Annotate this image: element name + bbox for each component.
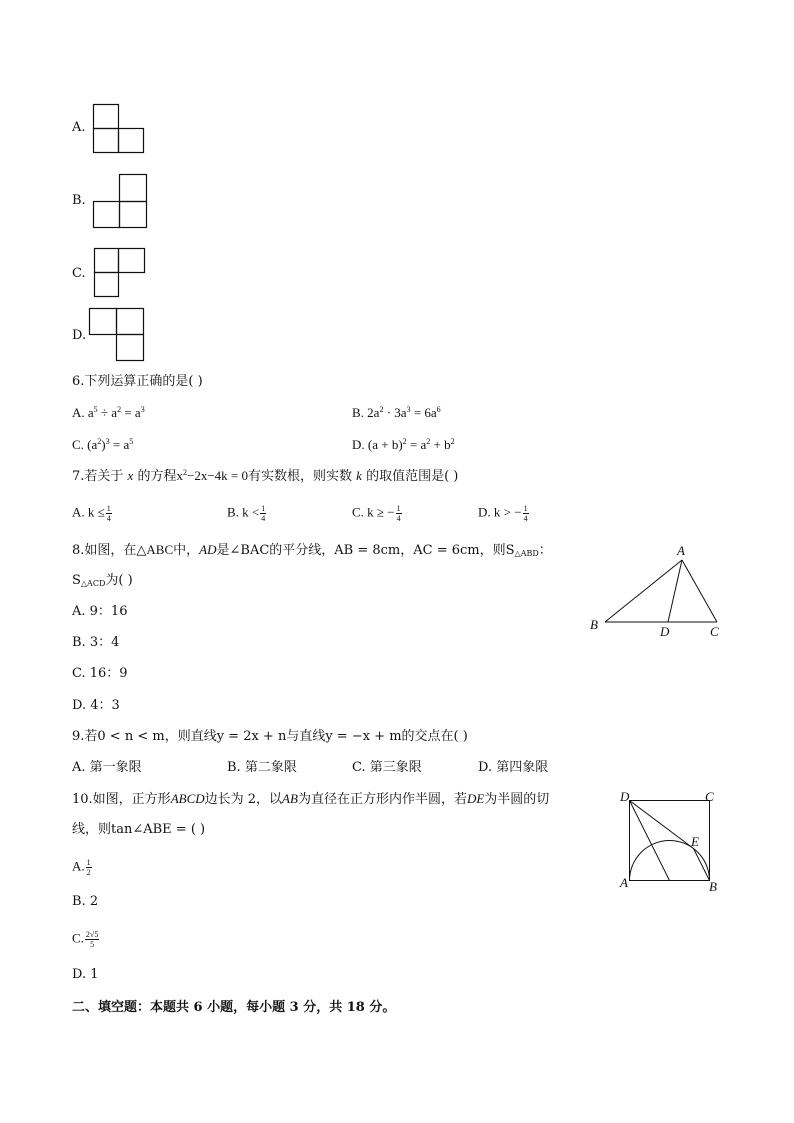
q7-stem: 7.若关于 x 的方程$x^2-2x-4k = 0$有实数根，则实数 k 的取值范围是( ) xyxy=(72,468,459,484)
q10-stem-line1: 10.如图，正方形ABCD边长为 2，以AB为直径在正方形内作半圆，若DE为半圆的切 xyxy=(72,791,550,807)
q8-label-a: A xyxy=(677,543,685,558)
q5-option-b-label: B. xyxy=(72,193,86,208)
q10-option-a: A. $\frac{1}{2}$ xyxy=(72,858,91,877)
q5-option-d-label: D. xyxy=(72,328,87,343)
q10-label-e: E xyxy=(691,834,699,849)
q8-option-d: D. 4：3 xyxy=(72,698,120,713)
q10-label-b: B xyxy=(709,879,717,894)
q8-option-b: B. 3：4 xyxy=(72,635,120,650)
q6-option-d: D. $(a + b)^2 = a^2 + b^2$ xyxy=(352,437,455,452)
q10-option-b: B. 2 xyxy=(72,894,99,909)
q10-stem-line2: 线，则tan∠ABE = ( ) xyxy=(72,822,206,837)
q7-option-b: B. k < $\frac{1}{4}$ xyxy=(227,504,266,523)
q9-stem: 9.若0 < n < m，则直线y = 2x + n与直线y = −x + m的交点在( ) xyxy=(72,729,468,744)
q8-stem-line2: $S_{\triangle ACD}$为( ) xyxy=(72,573,133,588)
q10-label-a: A xyxy=(620,875,628,890)
q5-option-b-figure xyxy=(92,173,148,229)
q8-label-d: D xyxy=(660,624,670,639)
q8-stem-line1: 8.如图，在△ABC中，AD是∠BAC的平分线，AB = 8cm，AC = 6cm，则$S_{\triangle ABD}$： xyxy=(72,542,552,558)
q5-option-c-label: C. xyxy=(72,266,86,281)
section-2-heading: 二、填空题：本题共 6 小题，每小题 3 分，共 18 分。 xyxy=(72,1000,396,1015)
q5-option-a-label: A. xyxy=(72,120,86,135)
q7-option-d: D. k > − $\frac{1}{4}$ xyxy=(478,504,528,523)
q6-option-a: A. $a^5 \div a^2 = a^3$ xyxy=(72,405,145,420)
q9-option-b: B. 第二象限 xyxy=(227,760,297,775)
q5-option-a-figure xyxy=(92,103,146,155)
q5-option-d-figure xyxy=(88,307,146,363)
q10-label-c: C xyxy=(705,789,714,804)
q8-label-c: C xyxy=(710,624,719,639)
q10-option-c: C. $\frac{2√5}{5}$ xyxy=(72,930,99,949)
q8-triangle-figure xyxy=(585,540,725,645)
q7-option-c: C. k ≥ − $\frac{1}{4}$ xyxy=(352,504,401,523)
q9-option-a: A. 第一象限 xyxy=(72,760,142,775)
q9-option-c: C. 第三象限 xyxy=(352,760,422,775)
q8-label-b: B xyxy=(590,617,598,632)
q8-side-ac xyxy=(682,560,717,622)
q8-option-a: A. 9：16 xyxy=(72,604,128,619)
q10-segment-eb xyxy=(694,849,710,881)
q10-square-figure xyxy=(615,788,727,896)
q10-option-d: D. 1 xyxy=(72,967,99,982)
q9-option-d: D. 第四象限 xyxy=(478,760,549,775)
q5-option-c-figure xyxy=(93,247,147,299)
q7-option-a: A. k ≤ $\frac{1}{4}$ xyxy=(72,504,111,523)
q6-stem: 6.下列运算正确的是( ) xyxy=(72,374,203,389)
q8-option-c: C. 16：9 xyxy=(72,666,128,681)
q10-label-d: D xyxy=(620,789,630,804)
q6-option-b: B. $2a^2 \cdot 3a^3 = 6a^6$ xyxy=(352,405,441,420)
q6-option-c: C. $(a^2)^3 = a^5$ xyxy=(72,437,134,452)
